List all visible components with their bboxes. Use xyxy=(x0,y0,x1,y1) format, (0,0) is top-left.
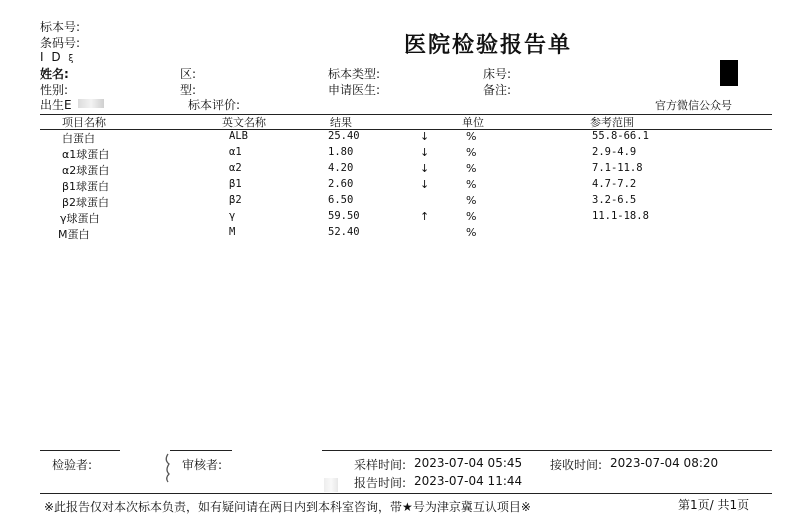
time-rule xyxy=(322,450,772,451)
row-range: 55.8-66.1 xyxy=(592,130,649,142)
barcode-label: 条码号: xyxy=(40,36,81,50)
gender-label: 性别: xyxy=(40,83,69,97)
table-row xyxy=(0,162,794,178)
table-row xyxy=(0,210,794,226)
specimen-type-label: 标本类型: xyxy=(328,67,381,81)
row-unit: % xyxy=(466,130,477,143)
doctor-label: 申请医生: xyxy=(328,83,381,97)
row-name: α1球蛋白 xyxy=(62,148,110,161)
table-header xyxy=(0,114,794,130)
disclaimer-text: ※此报告仅对本次标本负责，如有疑问请在两日内到本科室咨询，带★号为津京冀互认项目※ xyxy=(44,500,531,514)
row-name: β2球蛋白 xyxy=(62,196,110,209)
receive-time-label: 接收时间: xyxy=(550,458,603,472)
type-label: 型: xyxy=(180,83,197,97)
col-english-name: 英文名称 xyxy=(222,116,266,129)
specimen-no-label: 标本号: xyxy=(40,20,81,34)
row-name: 白蛋白 xyxy=(62,132,95,145)
row-english: β1 xyxy=(229,178,242,190)
table-row xyxy=(0,146,794,162)
row-english: α2 xyxy=(229,162,242,174)
table-row xyxy=(0,226,794,242)
remark-label: 备注: xyxy=(483,83,512,97)
receive-time-value: 2023-07-04 08:20 xyxy=(610,456,719,470)
row-name: α2球蛋白 xyxy=(62,164,110,177)
reviewer-rule xyxy=(170,450,232,451)
row-result: 2.60 xyxy=(328,178,354,190)
report-time-value: 2023-07-04 11:44 xyxy=(414,474,523,488)
row-flag-icon: ↓ xyxy=(420,162,430,175)
row-english: β2 xyxy=(229,194,242,206)
row-result: 1.80 xyxy=(328,146,354,158)
specimen-eval-label: 标本评价: xyxy=(188,98,241,112)
row-result: 52.40 xyxy=(328,226,360,238)
row-range: 3.2-6.5 xyxy=(592,194,637,206)
col-unit: 单位 xyxy=(462,116,484,129)
row-flag-icon: ↓ xyxy=(420,146,430,159)
sample-time-value: 2023-07-04 05:45 xyxy=(414,456,523,470)
row-flag-icon: ↓ xyxy=(420,178,430,191)
row-english: ALB xyxy=(229,130,248,142)
page-indicator: 第1页/ 共1页 xyxy=(678,498,750,512)
footer-rule xyxy=(40,493,772,494)
row-range: 11.1-18.8 xyxy=(592,210,649,222)
report-title: 医院检验报告单 xyxy=(404,32,573,58)
redaction-block xyxy=(720,60,738,86)
name-label: 姓名: xyxy=(40,67,69,81)
row-english: α1 xyxy=(229,146,242,158)
row-result: 4.20 xyxy=(328,162,354,174)
row-name: M蛋白 xyxy=(58,228,90,241)
row-name: β1球蛋白 xyxy=(62,180,110,193)
inspector-label: 检验者: xyxy=(52,458,93,472)
row-range: 7.1-11.8 xyxy=(592,162,643,174)
signature-mark xyxy=(162,452,174,488)
row-english: M xyxy=(229,226,236,238)
table-row xyxy=(0,130,794,146)
reviewer-label: 审核者: xyxy=(182,458,223,472)
row-name: γ球蛋白 xyxy=(60,212,100,225)
redacted-mark xyxy=(324,478,338,492)
row-result: 59.50 xyxy=(328,210,360,222)
row-range: 4.7-7.2 xyxy=(592,178,637,190)
redacted-birth xyxy=(78,99,104,108)
report-time-label: 报告时间: xyxy=(354,476,407,490)
row-unit: % xyxy=(466,226,477,239)
inspector-rule xyxy=(40,450,120,451)
row-unit: % xyxy=(466,162,477,175)
row-english: γ xyxy=(229,210,236,222)
sample-time-label: 采样时间: xyxy=(354,458,407,472)
row-unit: % xyxy=(466,210,477,223)
row-result: 25.40 xyxy=(328,130,360,142)
col-result: 结果 xyxy=(330,116,352,129)
row-result: 6.50 xyxy=(328,194,354,206)
table-row xyxy=(0,178,794,194)
row-unit: % xyxy=(466,146,477,159)
row-range: 2.9-4.9 xyxy=(592,146,637,158)
row-flag-icon: ↑ xyxy=(420,210,430,223)
bed-label: 床号: xyxy=(483,67,512,81)
id-label: I D ξ xyxy=(40,50,76,64)
col-item-name: 项目名称 xyxy=(62,116,106,129)
watermark-text: 官方微信公众号 xyxy=(655,99,732,112)
signature-icon xyxy=(162,452,174,484)
birth-label: 出生E xyxy=(40,98,72,112)
row-unit: % xyxy=(466,178,477,191)
row-flag-icon: ↓ xyxy=(420,130,430,143)
col-reference-range: 参考范围 xyxy=(590,116,634,129)
table-row xyxy=(0,194,794,210)
row-unit: % xyxy=(466,194,477,207)
ward-label: 区: xyxy=(180,67,197,81)
